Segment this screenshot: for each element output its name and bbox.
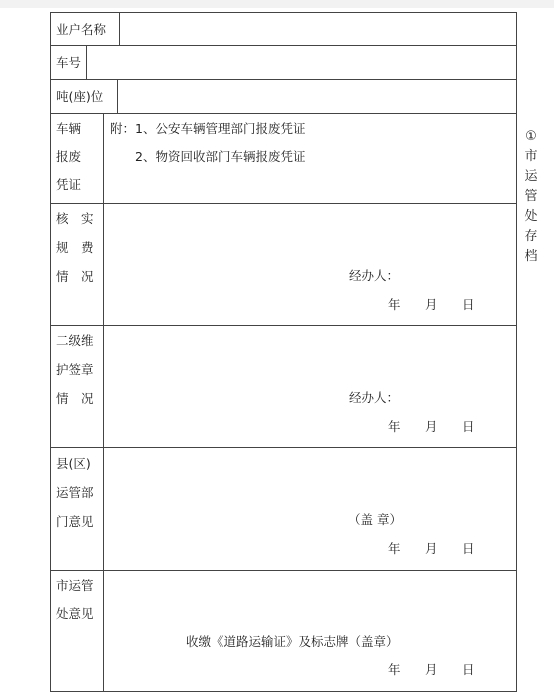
- fee-verification-label-line2: 规 费: [56, 240, 94, 255]
- plate-number-field[interactable]: [88, 47, 515, 78]
- side-note-char: 处: [524, 209, 538, 224]
- certificate-label-line1: 车辆: [56, 121, 82, 136]
- row-divider: [50, 113, 517, 114]
- attachment-recycling-certificate: 2、物资回收部门车辆报废凭证: [135, 149, 306, 164]
- fee-date-day: 日: [462, 297, 475, 312]
- fee-date-year: 年: [388, 297, 401, 312]
- col-divider: [86, 45, 87, 79]
- table-border: [50, 12, 517, 692]
- business-name-field[interactable]: [121, 14, 515, 44]
- city-confiscation-note: 收缴《道路运输证》及标志牌（盖章）: [186, 634, 399, 649]
- maintenance-date-year: 年: [388, 419, 401, 434]
- circled-one-mark: ①: [525, 129, 537, 144]
- row-divider: [50, 45, 517, 46]
- county-opinion-label-line1: 县(区): [56, 456, 91, 471]
- top-strip: [0, 0, 554, 8]
- fee-handler-label: 经办人：: [349, 268, 400, 283]
- side-note-char: 市: [524, 149, 538, 164]
- county-date-year: 年: [388, 541, 401, 556]
- certificate-label-line3: 凭证: [56, 177, 82, 192]
- fee-verification-label-line3: 情 况: [56, 269, 94, 284]
- city-date-month: 月: [425, 662, 438, 677]
- tonnage-seats-label: 吨(座)位: [56, 89, 104, 104]
- attachment-police-certificate: 附：1、公安车辆管理部门报废凭证: [110, 121, 306, 136]
- maintenance-label-line3: 情 况: [56, 391, 94, 406]
- row-divider: [50, 79, 517, 80]
- city-date-day: 日: [462, 662, 475, 677]
- city-opinion-label-line1: 市运管: [56, 578, 94, 593]
- row-divider: [50, 570, 517, 571]
- maintenance-date-day: 日: [462, 419, 475, 434]
- certificate-label-line2: 报废: [56, 149, 82, 164]
- business-name-label: 业户名称: [56, 22, 107, 37]
- row-divider: [50, 325, 517, 326]
- county-seal-label: （盖 章）: [348, 512, 402, 527]
- county-opinion-label-line3: 门意见: [56, 514, 94, 529]
- county-date-day: 日: [462, 541, 475, 556]
- county-date-month: 月: [425, 541, 438, 556]
- tonnage-seats-field[interactable]: [119, 81, 515, 112]
- col-divider: [119, 12, 120, 45]
- side-note-char: 管: [524, 189, 538, 204]
- archive-side-note: [524, 129, 538, 269]
- city-opinion-label-line2: 处意见: [56, 606, 94, 621]
- plate-number-label: 车号: [56, 55, 82, 70]
- row-divider: [50, 447, 517, 448]
- side-note-char: 运: [524, 169, 538, 184]
- city-date-year: 年: [388, 662, 401, 677]
- maintenance-label-line1: 二级维: [56, 333, 94, 348]
- maintenance-label-line2: 护签章: [56, 362, 94, 377]
- col-divider: [103, 113, 104, 692]
- row-divider: [50, 203, 517, 204]
- county-opinion-label-line2: 运管部: [56, 485, 94, 500]
- fee-verification-label-line1: 核 实: [56, 211, 94, 226]
- fee-date-month: 月: [425, 297, 438, 312]
- side-note-char: 档: [524, 249, 538, 264]
- maintenance-handler-label: 经办人：: [349, 390, 400, 405]
- side-note-char: 存: [524, 229, 538, 244]
- col-divider: [117, 79, 118, 113]
- maintenance-date-month: 月: [425, 419, 438, 434]
